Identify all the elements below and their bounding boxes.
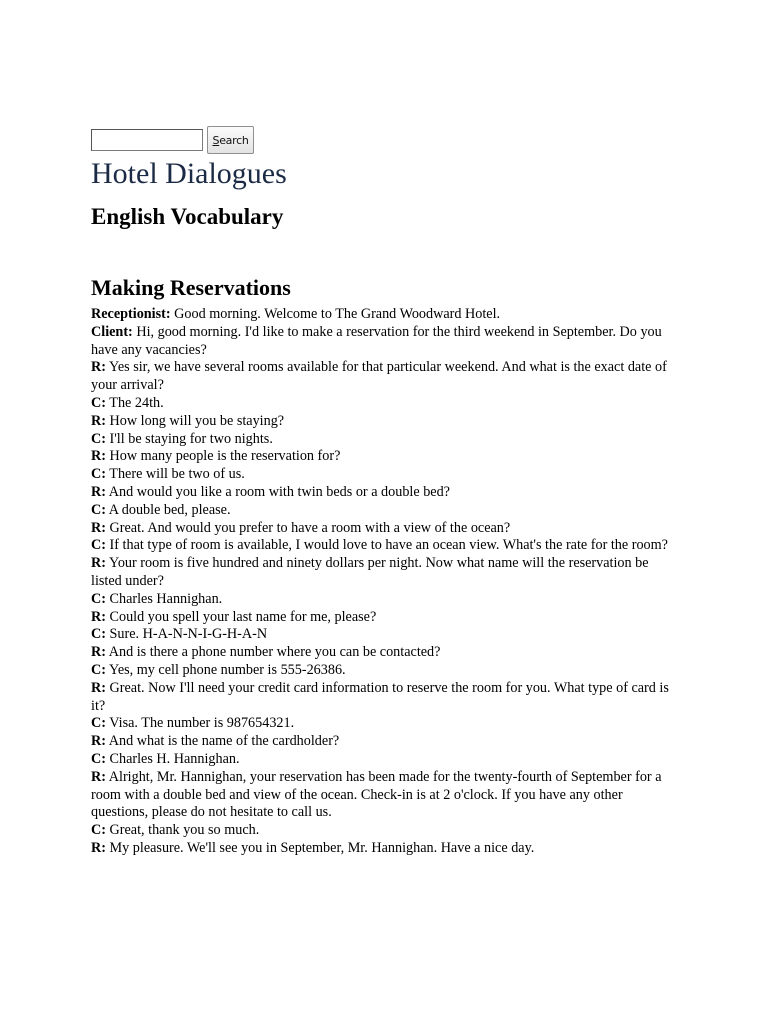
dialogue-line bbox=[91, 502, 677, 520]
dialogue-text: Great, thank you so much. bbox=[109, 822, 260, 839]
dialogue-speaker: C: bbox=[91, 661, 106, 678]
search-button-label-rest: earch bbox=[219, 133, 249, 147]
dialogue-speaker: C: bbox=[91, 466, 106, 483]
dialogue-speaker: R: bbox=[91, 839, 106, 856]
dialogue-speaker: R: bbox=[91, 644, 106, 661]
dialogue-line bbox=[91, 662, 677, 680]
dialogue-line bbox=[91, 822, 677, 840]
dialogue-speaker: R: bbox=[91, 519, 106, 536]
dialogue-line bbox=[91, 537, 677, 555]
dialogue-line bbox=[91, 591, 677, 609]
dialogue-text: And what is the name of the cardholder? bbox=[108, 733, 340, 750]
dialogue-text: Good morning. Welcome to The Grand Woodward Hotel. bbox=[174, 306, 501, 322]
dialogue-speaker: C: bbox=[91, 626, 106, 643]
dialogue-text: Charles H. Hannighan. bbox=[109, 750, 240, 767]
search-button-label-initial: S bbox=[212, 133, 220, 147]
dialogue-line bbox=[91, 715, 677, 733]
dialogue-line bbox=[91, 466, 677, 484]
dialogue-line bbox=[91, 431, 677, 449]
dialogue-speaker: C: bbox=[91, 590, 106, 607]
dialogue-text: If that type of room is available, I would love to have an ocean view. What's the rate for the room? bbox=[109, 537, 668, 554]
dialogue-line bbox=[91, 484, 677, 502]
dialogue-text: How many people is the reservation for? bbox=[109, 448, 341, 465]
section-title: Making Reservations bbox=[91, 275, 291, 300]
dialogue-speaker: R: bbox=[91, 555, 106, 572]
dialogue-speaker: C: bbox=[91, 822, 106, 839]
dialogue-text: Alright, Mr. Hannighan, your reservation has been made for the twenty-fourth of September for a room with a double bed and view of the ocean. Check-in is at 2 o'clock. If you have any other questions, please do not hesitate to call us. bbox=[91, 768, 662, 821]
dialogue-text: Hi, good morning. I'd like to make a reservation for the third weekend in September. Do you have any vacancies? bbox=[91, 323, 662, 358]
dialogue-line bbox=[91, 324, 677, 360]
dialogue-speaker: R: bbox=[91, 768, 106, 785]
dialogue-text: Great. And would you prefer to have a room with a view of the ocean? bbox=[109, 519, 511, 536]
dialogue-speaker: R: bbox=[91, 359, 106, 376]
dialogue-speaker: C: bbox=[91, 750, 106, 767]
dialogue-speaker: C: bbox=[91, 430, 106, 447]
dialogue-text: Sure. H-A-N-N-I-G-H-A-N bbox=[109, 626, 268, 643]
dialogue-speaker: R: bbox=[91, 733, 106, 750]
dialogue-line bbox=[91, 413, 677, 431]
dialogue-line bbox=[91, 306, 677, 324]
dialogue-text: There will be two of us. bbox=[109, 466, 245, 483]
dialogue-line bbox=[91, 751, 677, 769]
dialogue-speaker: Receptionist: bbox=[91, 306, 171, 322]
dialogue bbox=[91, 306, 677, 858]
dialogue-line bbox=[91, 769, 677, 822]
dialogue-line bbox=[91, 840, 677, 858]
dialogue-speaker: C: bbox=[91, 394, 106, 411]
dialogue-speaker: R: bbox=[91, 679, 106, 696]
dialogue-line bbox=[91, 733, 677, 751]
dialogue-line bbox=[91, 644, 677, 662]
dialogue-speaker: R: bbox=[91, 483, 106, 500]
dialogue-speaker: C: bbox=[91, 501, 106, 518]
page-title: Hotel Dialogues bbox=[91, 157, 287, 190]
dialogue-text: And is there a phone number where you can be contacted? bbox=[108, 644, 441, 661]
dialogue-speaker: C: bbox=[91, 537, 106, 554]
dialogue-line bbox=[91, 359, 677, 395]
dialogue-text: And would you like a room with twin beds or a double bed? bbox=[108, 483, 450, 500]
dialogue-line bbox=[91, 609, 677, 627]
dialogue-text: A double bed, please. bbox=[108, 501, 231, 518]
dialogue-line bbox=[91, 626, 677, 644]
dialogue-text: I'll be staying for two nights. bbox=[109, 430, 273, 447]
search-button[interactable] bbox=[207, 126, 254, 154]
dialogue-text: How long will you be staying? bbox=[109, 412, 285, 429]
dialogue-text: Your room is five hundred and ninety dollars per night. Now what name will the reservation be listed under? bbox=[91, 555, 649, 589]
search-input[interactable] bbox=[91, 129, 203, 151]
dialogue-text: The 24th. bbox=[109, 394, 164, 411]
search-bar bbox=[91, 126, 254, 154]
page-subtitle: English Vocabulary bbox=[91, 204, 284, 229]
dialogue-text: My pleasure. We'll see you in September, Mr. Hannighan. Have a nice day. bbox=[109, 839, 535, 856]
dialogue-speaker: R: bbox=[91, 448, 106, 465]
dialogue-line bbox=[91, 395, 677, 413]
dialogue-speaker: C: bbox=[91, 715, 106, 732]
dialogue-line bbox=[91, 680, 677, 716]
dialogue-text: Yes, my cell phone number is 555-26386. bbox=[109, 661, 346, 678]
dialogue-speaker: Client: bbox=[91, 323, 133, 340]
dialogue-text: Great. Now I'll need your credit card information to reserve the room for you. What type of card is it? bbox=[91, 679, 669, 714]
dialogue-line bbox=[91, 520, 677, 538]
dialogue-text: Yes sir, we have several rooms available for that particular weekend. And what is the exact date of your arrival? bbox=[91, 359, 667, 394]
dialogue-line bbox=[91, 555, 677, 591]
dialogue-text: Visa. The number is 987654321. bbox=[109, 715, 295, 732]
dialogue-text: Charles Hannighan. bbox=[109, 590, 223, 607]
dialogue-speaker: R: bbox=[91, 412, 106, 429]
dialogue-line bbox=[91, 448, 677, 466]
dialogue-text: Could you spell your last name for me, please? bbox=[109, 608, 377, 625]
dialogue-speaker: R: bbox=[91, 608, 106, 625]
